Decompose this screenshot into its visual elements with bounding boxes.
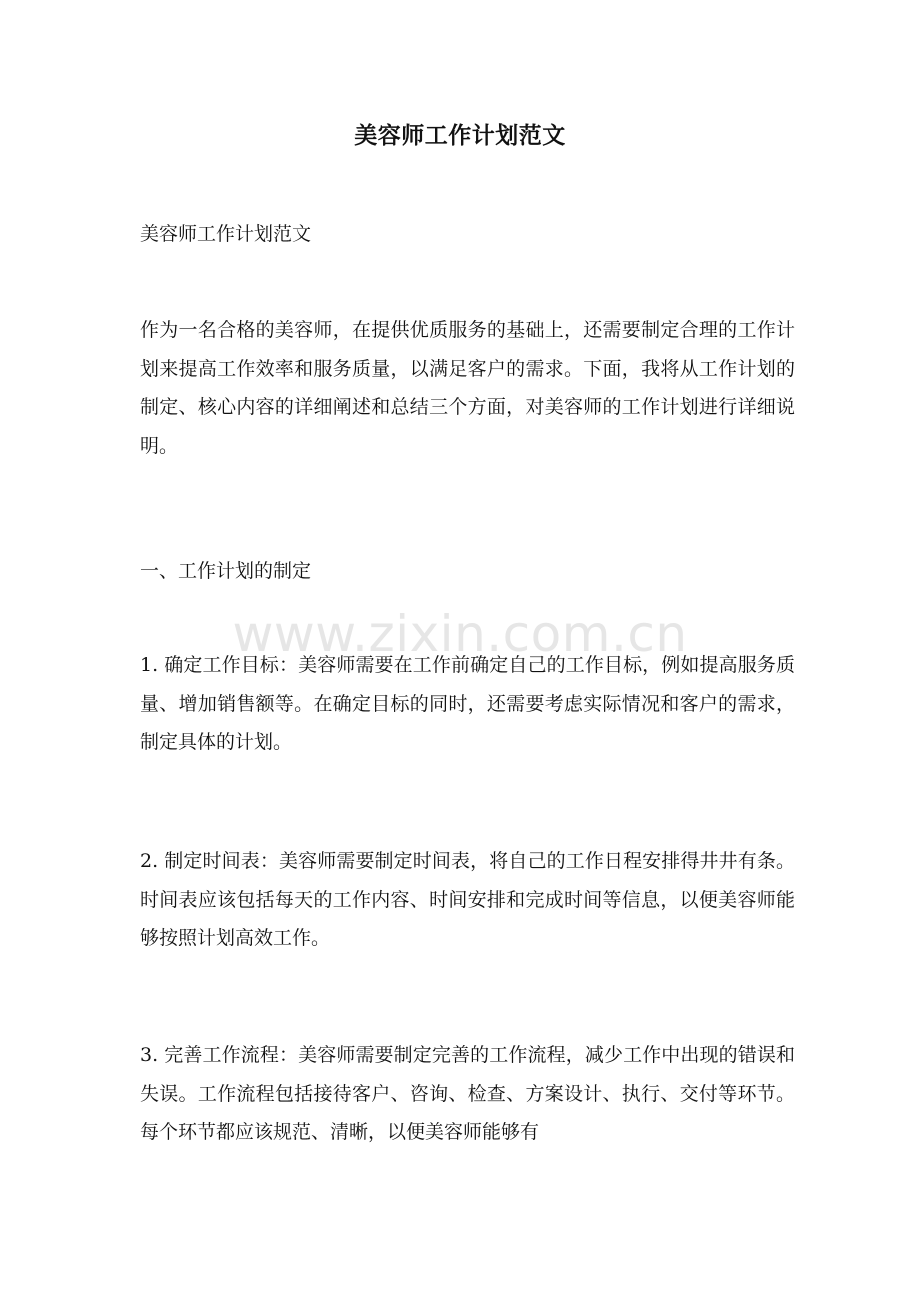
intro-paragraph: 作为一名合格的美容师，在提供优质服务的基础上，还需要制定合理的工作计划来提高工作效率和服务质量，以满足客户的需求。下面，我将从工作计划的制定、核心内容的详细阐述和总结三个方面，对美容师的工作计划进行详细说明。 bbox=[140, 319, 795, 457]
document-title: 美容师工作计划范文 bbox=[354, 122, 566, 149]
section-heading: 一、工作计划的制定 bbox=[140, 560, 312, 582]
document-subtitle: 美容师工作计划范文 bbox=[140, 223, 312, 245]
list-item-1: 1. 确定工作目标：美容师需要在工作前确定自己的工作目标，例如提高服务质量、增加销售额等。在确定目标的同时，还需要考虑实际情况和客户的需求，制定具体的计划。 bbox=[140, 654, 795, 753]
list-item-2: 2. 制定时间表：美容师需要制定时间表，将自己的工作日程安排得井井有条。时间表应该包括每天的工作内容、时间安排和完成时间等信息，以便美容师能够按照计划高效工作。 bbox=[140, 850, 795, 949]
list-item-3: 3. 完善工作流程：美容师需要制定完善的工作流程，减少工作中出现的错误和失误。工作流程包括接待客户、咨询、检查、方案设计、执行、交付等环节。每个环节都应该规范、清晰，以便美容师能够有 bbox=[140, 1044, 795, 1143]
watermark: www.zixin.com.cn bbox=[232, 605, 688, 663]
